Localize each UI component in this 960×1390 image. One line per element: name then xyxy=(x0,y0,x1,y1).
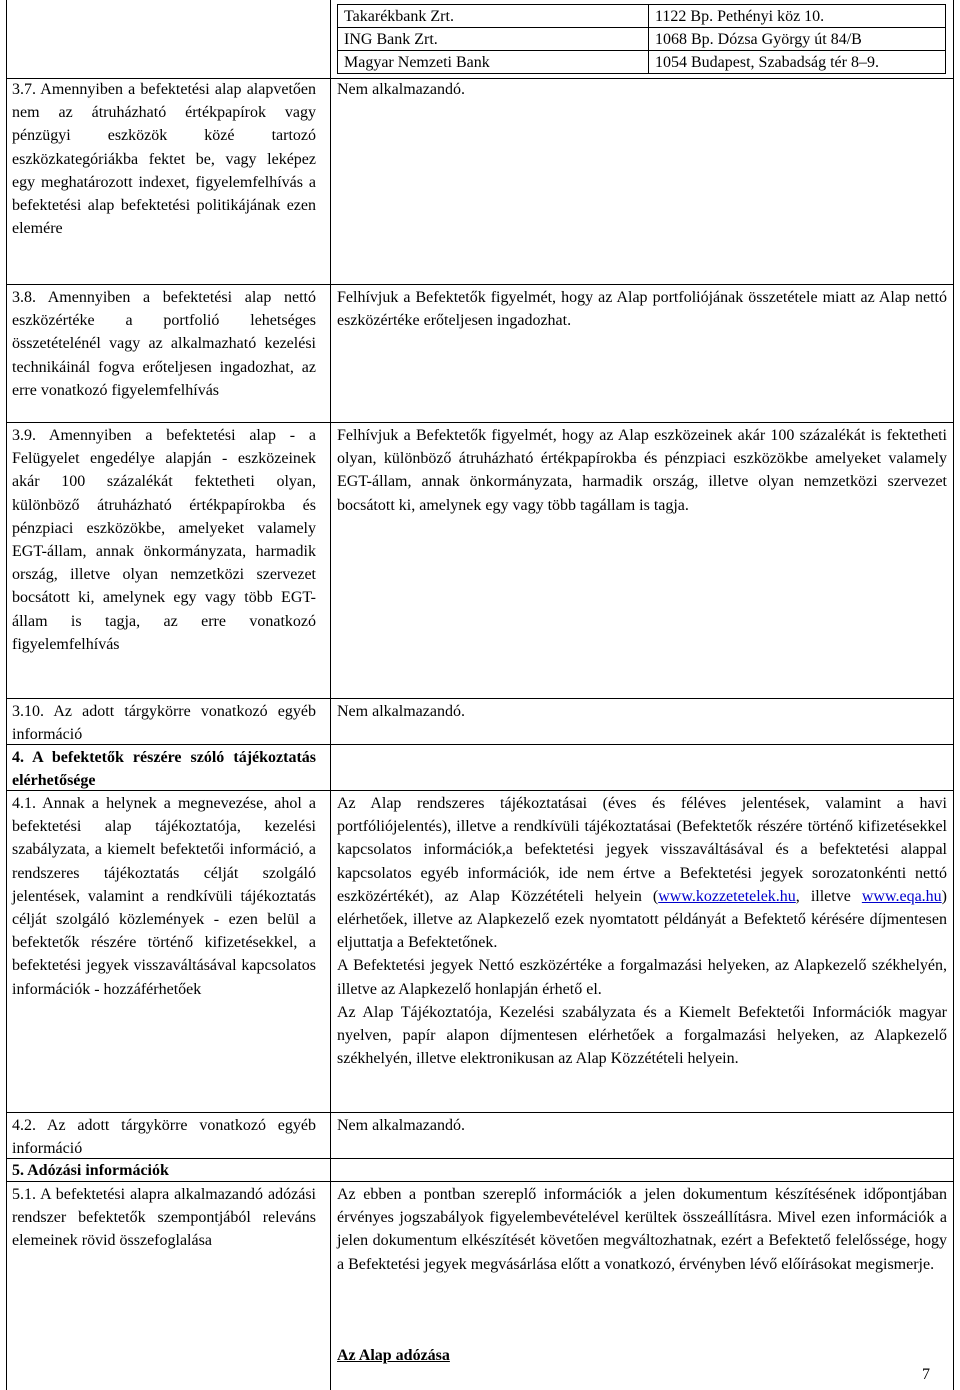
row-divider xyxy=(6,422,954,423)
item-4-1-paragraph: Az Alap rendszeres tájékoztatásai (éves és féléves jelentések, valamint a havi portfóliójelentés), illetve a rendkívüli tájékoztatásai (Befektetők részére történő kifizetésekkel kapcsolatos információk,a befektetési jegyek visszaváltásával és a befektetési alappal kapcsolatos egyéb információk, ide nem értve a Befektetési jegyek sorozatonkénti nettó eszközértékét), az Alap Közzétételi helyein (www.kozzetetelek.hu, illetve www.eqa.hu) elérhetőek, illetve az Alapkezelő ezek nyomtatott példányát a Befektető kérésére díjmentesen eljuttatja a Befektetőnek. xyxy=(337,795,947,952)
bank-address: 1054 Budapest, Szabadság tér 8–9. xyxy=(649,51,946,74)
row-divider xyxy=(6,284,954,285)
item-3-10-value: Nem alkalmazandó. xyxy=(337,703,465,720)
table-row xyxy=(338,5,946,28)
row-divider xyxy=(6,698,954,699)
item-3-8-value: Felhívjuk a Befektetők figyelmét, hogy az Alap portfoliójának összetétele miatt az Alap nettó eszközértéke erőteljesen ingadozhat. xyxy=(337,289,947,330)
item-4-2-value: Nem alkalmazandó. xyxy=(337,1117,465,1134)
section-4-heading: 4. A befektetők részére szóló tájékoztatás elérhetősége xyxy=(12,749,316,790)
bank-name: Magyar Nemzeti Bank xyxy=(338,51,649,74)
kozzetetelek-link[interactable]: www.kozzetetelek.hu xyxy=(658,887,796,905)
bank-name: Takarékbank Zrt. xyxy=(338,5,649,28)
bank-address-table xyxy=(337,4,946,74)
item-4-1-value xyxy=(337,792,947,1070)
bank-address: 1122 Bp. Pethényi köz 10. xyxy=(649,5,946,28)
row-divider xyxy=(6,1112,954,1113)
item-5-1-label: 5.1. A befektetési alapra alkalmazandó adózási rendszer befektetők szempontjából releváns elemeinek rövid összefoglalása xyxy=(12,1186,316,1250)
table-row xyxy=(338,28,946,51)
eqa-link[interactable]: www.eqa.hu xyxy=(861,887,942,905)
item-3-9-value: Felhívjuk a Befektetők figyelmét, hogy az Alap eszközeinek akár 100 százalékát is fektetheti olyan, különböző átruházható értékpapírokba és pénzpiaci eszközökbe amelyeket valamely EGT-állam, annak önkormányzata, harmadik ország, illetve olyan nemzetközi szervezet bocsátott ki, amelynek egy vagy több tagállam is tagja. xyxy=(337,427,947,514)
item-5-1-value: Az ebben a pontban szereplő információk a jelen dokumentum készítésének időpontjában érvényes jogszabályok figyelembevételével kerültek összeállításra. Mivel ezen információk a jelen dokumentum elkészítését követően megváltozhatnak, ezért a Befektető felelőssége, hogy a Befektetési jegyek megvásárlása előtt a vonatkozó, érvényben lévő előírásokat megismerje. xyxy=(337,1186,947,1273)
item-4-1-label: 4.1. Annak a helynek a megnevezése, ahol a befektetési alap tájékoztatója, kezelési szabályzata, a kiemelt befektetői információ, a rendszeres tájékoztatás célját szolgáló jelentések, valamint a rendkívüli tájékoztatás célját szolgáló közlemények - ezen belül a befektetők részére történő kifizetésekkel, a befektetési jegyek visszaváltásával kapcsolatos információk - hozzáférhetőek xyxy=(12,795,316,998)
item-4-1-paragraph: Az Alap Tájékoztatója, Kezelési szabályzata és a Kiemelt Befektetői Információk magyar nyelven, papír alapon díjmentesen elérhetőek a forgalmazási helyeken, az Alapkezelő székhelyén, illetve elektronikusan az Alap Közzétételi helyein. xyxy=(337,1003,947,1068)
section-5-heading: 5. Adózási információk xyxy=(12,1162,169,1179)
tax-subheading: Az Alap adózása xyxy=(337,1347,450,1364)
item-3-10-label: 3.10. Az adott tárgykörre vonatkozó egyéb információ xyxy=(12,703,316,744)
item-4-2-label: 4.2. Az adott tárgykörre vonatkozó egyéb információ xyxy=(12,1117,316,1158)
item-3-9-label: 3.9. Amennyiben a befektetési alap - a Felügyelet engedélye alapján - eszközeinek akár 100 százalékát fektetheti olyan, különböző átruházható értékpapírokba és pénzpiaci eszközökbe, amelyeket valamely EGT-állam, annak önkormányzata, harmadik ország, illetve olyan nemzetközi szervezet bocsátott ki, amelynek egy vagy több EGT-állam is tagja, az erre vonatkozó figyelemfelhívás xyxy=(12,427,316,653)
item-4-1-paragraph: A Befektetési jegyek Nettó eszközértéke a forgalmazási helyeken, az Alapkezelő székhelyén, illetve az Alapkezelő honlapján érhető el. xyxy=(337,957,947,998)
page-number: 7 xyxy=(922,1366,930,1383)
item-3-7-value: Nem alkalmazandó. xyxy=(337,81,465,98)
bank-address: 1068 Bp. Dózsa György út 84/B xyxy=(649,28,946,51)
item-3-7-label: 3.7. Amennyiben a befektetési alap alapvetően nem az átruházható értékpapírok vagy pénzügyi eszközök közé tartozó eszközkategóriákba fektet be, vagy leképez egy meghatározott indexet, figyelemfelhívás a befektetési alap befektetési politikájának ezen elemére xyxy=(12,81,316,238)
table-row xyxy=(338,51,946,74)
bank-name: ING Bank Zrt. xyxy=(338,28,649,51)
item-3-8-label: 3.8. Amennyiben a befektetési alap nettó eszközértéke a portfolió lehetséges összetételénél vagy az alkalmazható kezelési technikáinál fogva erőteljesen ingadozhat, az erre vonatkozó figyelemfelhívás xyxy=(12,289,316,399)
